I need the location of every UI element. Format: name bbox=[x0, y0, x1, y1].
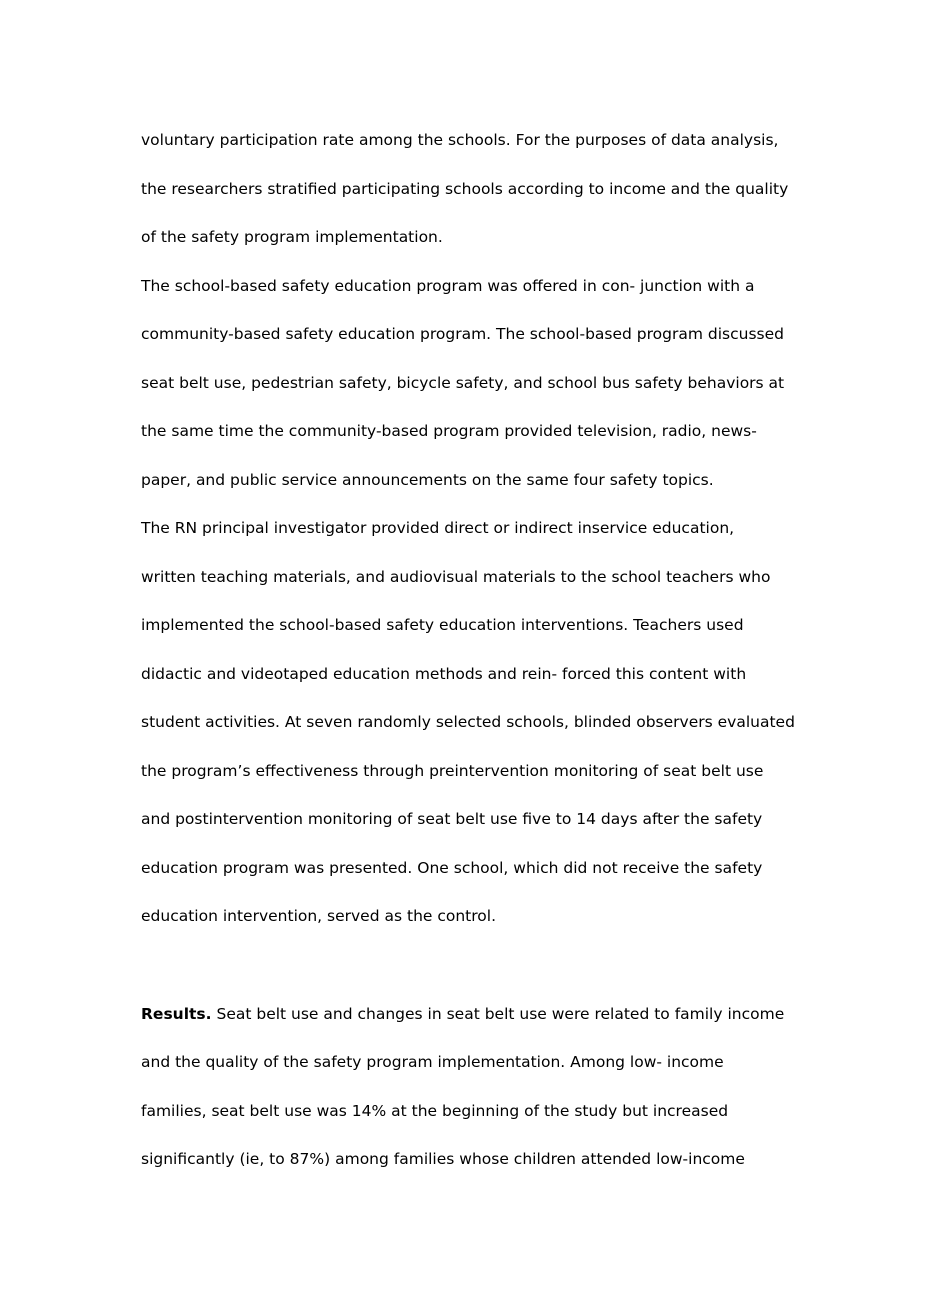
text-line: and the quality of the safety program implementation. Among low- income bbox=[141, 1053, 724, 1071]
section-spacer bbox=[141, 941, 801, 990]
text-line: paper, and public service announcements on the same four safety topics. bbox=[141, 470, 714, 489]
text-line: voluntary participation rate among the schools. For the purposes of data analysis, bbox=[141, 131, 779, 149]
text-line: significantly (ie, to 87%) among families whose children attended low-income bbox=[141, 1150, 745, 1168]
text-line: of the safety program implementation. bbox=[141, 228, 443, 246]
text-line: education intervention, served as the control. bbox=[141, 907, 497, 925]
text-line: The RN principal investigator provided direct or indirect inservice education, bbox=[141, 519, 735, 537]
paragraph-intervention-evaluation bbox=[141, 504, 801, 941]
text-line: the program’s effectiveness through preintervention monitoring of seat belt use bbox=[141, 761, 764, 780]
text-line: the same time the community-based program provided television, radio, news- bbox=[141, 422, 757, 440]
text-line: and postintervention monitoring of seat belt use five to 14 days after the safety bbox=[141, 810, 763, 828]
results-first-line-text: Seat belt use and changes in seat belt use were related to family income bbox=[211, 1004, 785, 1023]
text-line: the researchers stratified participating schools according to income and the quality bbox=[141, 179, 789, 198]
results-heading: Results. bbox=[141, 1004, 212, 1023]
text-line: community-based safety education program. The school-based program discussed bbox=[141, 325, 784, 343]
paragraph-methods-stratification bbox=[141, 116, 801, 262]
text-line: education program was presented. One school, which did not receive the safety bbox=[141, 858, 763, 877]
text-line: written teaching materials, and audiovisual materials to the school teachers who bbox=[141, 567, 771, 586]
document-page bbox=[141, 116, 801, 1184]
paragraph-program-description bbox=[141, 262, 801, 505]
text-line: didactic and videotaped education methods and rein- forced this content with bbox=[141, 664, 747, 683]
text-line: seat belt use, pedestrian safety, bicycle safety, and school bus safety behaviors at bbox=[141, 373, 785, 392]
text-line: families, seat belt use was 14% at the beginning of the study but increased bbox=[141, 1101, 729, 1120]
text-line: student activities. At seven randomly selected schools, blinded observers evaluated bbox=[141, 713, 795, 731]
text-line: implemented the school-based safety education interventions. Teachers used bbox=[141, 616, 744, 634]
paragraph-results bbox=[141, 990, 801, 1184]
results-first-line bbox=[141, 990, 801, 1039]
text-line: The school-based safety education program was offered in con- junction with a bbox=[141, 276, 755, 295]
